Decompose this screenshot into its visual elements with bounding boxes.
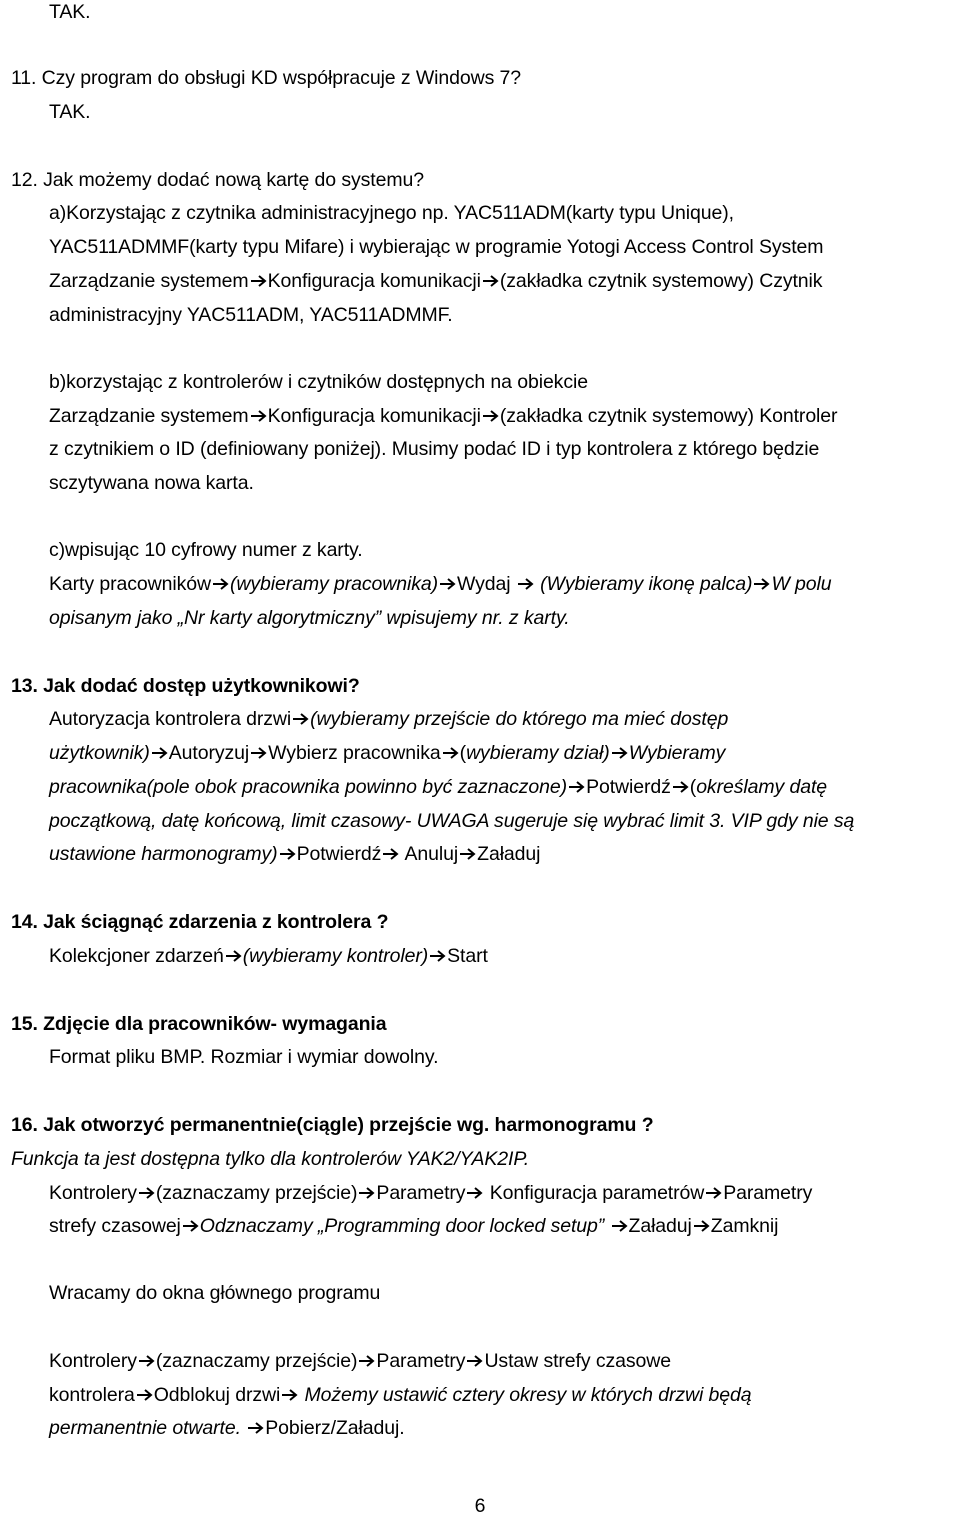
- arrow-right-icon: [482, 409, 499, 423]
- paragraph-line: [49, 707, 728, 731]
- text-run: Pobierz/Załaduj.: [265, 1417, 405, 1439]
- arrow-right-icon: [382, 847, 399, 861]
- arrow-right-icon: [358, 1354, 375, 1368]
- text-run: (: [689, 776, 697, 798]
- text-run: Karty pracowników: [49, 573, 211, 595]
- note-line: Funkcja ta jest dostępna tylko dla kontrolerów YAK2/YAK2IP.: [11, 1148, 530, 1170]
- text-run: Zarządzanie systemem: [49, 270, 249, 292]
- paragraph-line: Wracamy do okna głównego programu: [49, 1282, 381, 1304]
- text-run: Konfiguracja komunikacji: [267, 405, 481, 427]
- arrow-right-icon: [705, 1186, 722, 1200]
- question-16: 16. Jak otworzyć permanentnie(ciągle) przejście wg. harmonogramu ?: [11, 1114, 654, 1136]
- arrow-right-icon: [442, 746, 459, 760]
- paragraph-line: [49, 842, 540, 866]
- arrow-right-icon: [250, 409, 267, 423]
- text-run: Wybieramy: [628, 742, 726, 764]
- text-run: określamy datę: [696, 776, 828, 798]
- paragraph-line: [49, 269, 822, 293]
- text-run: Autoryzuj: [168, 742, 250, 764]
- text-run: Konfiguracja parametrów: [484, 1182, 705, 1204]
- paragraph-line: a)Korzystając z czytnika administracyjnego np. YAC511ADM(karty typu Unique),: [49, 202, 734, 224]
- text-run: Parametry: [376, 1182, 466, 1204]
- arrow-right-icon: [138, 1186, 155, 1200]
- paragraph-line: c)wpisując 10 cyfrowy numer z karty.: [49, 539, 363, 561]
- text-run: Konfiguracja komunikacji: [267, 270, 481, 292]
- question-14: 14. Jak ściągnąć zdarzenia z kontrolera ?: [11, 911, 389, 933]
- paragraph-line: [49, 1214, 778, 1238]
- paragraph-line: początkową, datę końcową, limit czasowy- UWAGA sugeruje się wybrać limit 3. VIP gdy nie są: [49, 810, 855, 832]
- text-run: kontrolera: [49, 1384, 135, 1406]
- answer-text: TAK.: [49, 1, 91, 23]
- paragraph-line: z czytnikiem o ID (definiowany poniżej). Musimy podać ID i typ kontrolera z którego będzie: [49, 438, 820, 460]
- text-run: Kontrolery: [49, 1350, 137, 1372]
- paragraph-line: [49, 741, 725, 765]
- paragraph-line: sczytywana nowa karta.: [49, 472, 254, 494]
- paragraph-line: Format pliku BMP. Rozmiar i wymiar dowolny.: [49, 1046, 439, 1068]
- arrow-right-icon: [611, 1219, 628, 1233]
- text-run: (zakładka czytnik systemowy) Kontroler: [499, 405, 838, 427]
- arrow-right-icon: [466, 1186, 483, 1200]
- text-run: permanentnie otwarte.: [49, 1417, 247, 1439]
- text-run: Autoryzacja kontrolera drzwi: [49, 708, 292, 730]
- arrow-right-icon: [151, 746, 168, 760]
- question-11: 11. Czy program do obsługi KD współpracuje z Windows 7?: [11, 67, 522, 89]
- text-run: Anuluj: [400, 843, 459, 865]
- arrow-right-icon: [138, 1354, 155, 1368]
- text-run: Zamknij: [710, 1215, 779, 1237]
- text-run: Potwierdź: [296, 843, 382, 865]
- paragraph-line: [49, 1181, 812, 1205]
- text-run: ustawione harmonogramy): [49, 843, 278, 865]
- text-run: (Wybieramy ikonę palca): [540, 573, 753, 595]
- arrow-right-icon: [250, 274, 267, 288]
- text-run: Kontrolery: [49, 1182, 137, 1204]
- text-run: Odblokuj drzwi: [153, 1384, 281, 1406]
- text-run: Parametry: [723, 1182, 813, 1204]
- text-run: (: [459, 742, 467, 764]
- arrow-right-icon: [292, 712, 309, 726]
- arrow-right-icon: [136, 1388, 153, 1402]
- text-run: użytkownik): [49, 742, 150, 764]
- arrow-right-icon: [279, 847, 296, 861]
- arrow-right-icon: [753, 577, 770, 591]
- text-run: Odznaczamy „Programming door locked setup”: [199, 1215, 610, 1237]
- arrow-right-icon: [225, 949, 242, 963]
- paragraph-line: [49, 775, 827, 799]
- arrow-right-icon: [212, 577, 229, 591]
- text-run: (wybieramy pracownika): [229, 573, 438, 595]
- text-run: Możemy ustawić cztery okresy w których drzwi będą: [299, 1384, 752, 1406]
- text-run: Ustaw strefy czasowe: [484, 1350, 672, 1372]
- paragraph-line: b)korzystając z kontrolerów i czytników dostępnych na obiekcie: [49, 371, 588, 393]
- paragraph-line: [49, 404, 837, 428]
- arrow-right-icon: [517, 577, 534, 591]
- text-run: Potwierdź: [586, 776, 671, 798]
- text-run: (zakładka czytnik systemowy) Czytnik: [499, 270, 823, 292]
- arrow-right-icon: [281, 1388, 298, 1402]
- arrow-right-icon: [568, 780, 585, 794]
- text-run: strefy czasowej: [49, 1215, 181, 1237]
- arrow-right-icon: [672, 780, 689, 794]
- arrow-right-icon: [459, 847, 476, 861]
- paragraph-line: [49, 1416, 405, 1440]
- paragraph-line: administracyjny YAC511ADM, YAC511ADMMF.: [49, 304, 453, 326]
- text-run: (wybieramy przejście do którego ma mieć dostęp: [310, 708, 729, 730]
- arrow-right-icon: [439, 577, 456, 591]
- text-run: Wydaj: [456, 573, 511, 595]
- arrow-right-icon: [182, 1219, 199, 1233]
- arrow-right-icon: [482, 274, 499, 288]
- text-run: wybieramy dział): [466, 742, 610, 764]
- paragraph-line: [49, 1383, 752, 1407]
- arrow-right-icon: [466, 1354, 483, 1368]
- text-run: Kolekcjoner zdarzeń: [49, 945, 224, 967]
- answer-text: TAK.: [49, 101, 91, 123]
- text-run: W polu: [771, 573, 832, 595]
- text-run: Zarządzanie systemem: [49, 405, 249, 427]
- arrow-right-icon: [358, 1186, 375, 1200]
- text-run: Załaduj: [477, 843, 541, 865]
- page-number: 6: [474, 1495, 486, 1517]
- paragraph-line: [49, 1349, 671, 1373]
- text-run: (zaznaczamy przejście): [155, 1182, 358, 1204]
- arrow-right-icon: [611, 746, 628, 760]
- text-run: (wybieramy kontroler): [242, 945, 429, 967]
- text-run: Wybierz pracownika: [268, 742, 441, 764]
- text-run: (zaznaczamy przejście): [155, 1350, 358, 1372]
- text-run: pracownika(pole obok pracownika powinno być zaznaczone): [49, 776, 568, 798]
- paragraph-line: [49, 572, 832, 596]
- question-12: 12. Jak możemy dodać nową kartę do systemu?: [11, 169, 424, 191]
- arrow-right-icon: [247, 1421, 264, 1435]
- text-run: Parametry: [376, 1350, 466, 1372]
- question-13: 13. Jak dodać dostęp użytkownikowi?: [11, 675, 360, 697]
- paragraph-line: YAC511ADMMF(karty typu Mifare) i wybierając w programie Yotogi Access Control System: [49, 236, 824, 258]
- text-run: Załaduj: [628, 1215, 692, 1237]
- paragraph-line: opisanym jako „Nr karty algorytmiczny” wpisujemy nr. z karty.: [49, 607, 570, 629]
- text-run: Start: [447, 945, 488, 967]
- arrow-right-icon: [250, 746, 267, 760]
- arrow-right-icon: [429, 949, 446, 963]
- paragraph-line: [49, 944, 488, 968]
- question-15: 15. Zdjęcie dla pracowników- wymagania: [11, 1013, 387, 1035]
- arrow-right-icon: [693, 1219, 710, 1233]
